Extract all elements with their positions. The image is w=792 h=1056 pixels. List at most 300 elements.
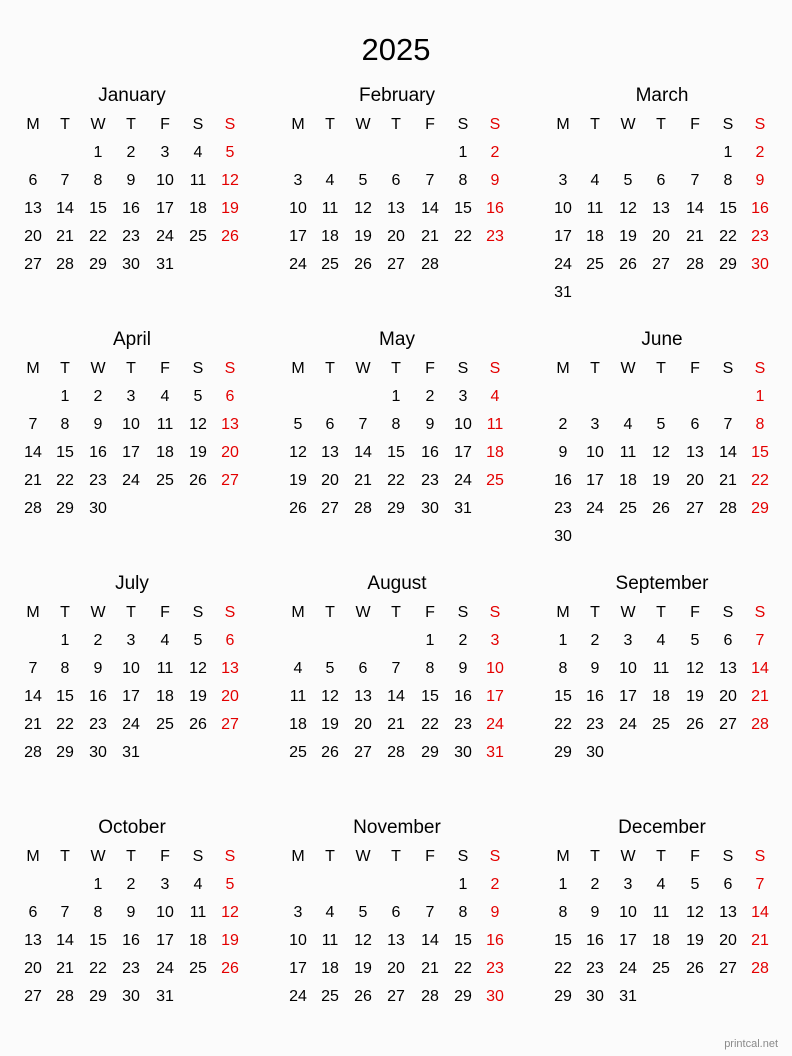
day-cell: 17 bbox=[454, 444, 472, 461]
day-cell: 8 bbox=[458, 172, 468, 189]
day-cell: 17 bbox=[554, 228, 572, 245]
day-cell: 1 bbox=[425, 632, 435, 649]
weekday-header: F bbox=[425, 360, 435, 377]
weekday-header: W bbox=[620, 848, 636, 865]
day-cell: 23 bbox=[122, 228, 140, 245]
day-cell: 17 bbox=[289, 960, 307, 977]
sunday-cell: 18 bbox=[486, 444, 504, 461]
day-cell: 14 bbox=[24, 688, 42, 705]
day-cell: 26 bbox=[321, 744, 339, 761]
day-cell: 3 bbox=[458, 388, 468, 405]
day-cell: 28 bbox=[421, 256, 439, 273]
weekday-header: S bbox=[192, 848, 204, 865]
day-cell: 10 bbox=[454, 416, 472, 433]
day-cell: 24 bbox=[586, 500, 604, 517]
day-cell: 6 bbox=[723, 876, 733, 893]
weekday-header: S bbox=[224, 604, 236, 621]
weekday-header: M bbox=[291, 116, 305, 133]
day-cell: 27 bbox=[354, 744, 372, 761]
day-cell: 14 bbox=[56, 932, 74, 949]
day-cell: 15 bbox=[89, 932, 107, 949]
day-cell: 13 bbox=[387, 932, 405, 949]
day-cell: 24 bbox=[289, 256, 307, 273]
sunday-cell: 3 bbox=[490, 632, 500, 649]
day-cell: 2 bbox=[93, 388, 103, 405]
day-cell: 2 bbox=[126, 876, 136, 893]
day-cell: 16 bbox=[89, 688, 107, 705]
day-cell: 27 bbox=[719, 960, 737, 977]
sunday-cell: 7 bbox=[755, 876, 765, 893]
day-cell: 21 bbox=[719, 472, 737, 489]
day-cell: 14 bbox=[719, 444, 737, 461]
weekday-header: S bbox=[457, 604, 469, 621]
month-name: January bbox=[98, 85, 166, 106]
weekday-header: S bbox=[489, 360, 501, 377]
day-cell: 9 bbox=[126, 904, 136, 921]
weekday-header: S bbox=[754, 604, 766, 621]
day-cell: 9 bbox=[93, 660, 103, 677]
day-cell: 30 bbox=[122, 988, 140, 1005]
day-cell: 7 bbox=[60, 172, 70, 189]
sunday-cell: 24 bbox=[486, 716, 504, 733]
weekday-header: M bbox=[556, 604, 570, 621]
day-cell: 23 bbox=[586, 716, 604, 733]
day-cell: 1 bbox=[93, 144, 103, 161]
sunday-cell: 27 bbox=[221, 472, 239, 489]
weekday-header: S bbox=[457, 116, 469, 133]
day-cell: 21 bbox=[421, 228, 439, 245]
day-cell: 22 bbox=[56, 716, 74, 733]
day-cell: 3 bbox=[558, 172, 568, 189]
day-cell: 15 bbox=[719, 200, 737, 217]
day-cell: 14 bbox=[24, 444, 42, 461]
weekday-header: S bbox=[224, 116, 236, 133]
day-cell: 18 bbox=[289, 716, 307, 733]
day-cell: 27 bbox=[686, 500, 704, 517]
day-cell: 29 bbox=[56, 744, 74, 761]
sunday-cell: 17 bbox=[486, 688, 504, 705]
day-cell: 27 bbox=[387, 988, 405, 1005]
month-name: August bbox=[367, 573, 427, 594]
day-cell: 21 bbox=[56, 960, 74, 977]
sunday-cell: 8 bbox=[755, 416, 765, 433]
day-cell: 2 bbox=[93, 632, 103, 649]
day-cell: 18 bbox=[321, 228, 339, 245]
weekday-header: T bbox=[126, 848, 136, 865]
day-cell: 16 bbox=[586, 932, 604, 949]
sunday-cell: 15 bbox=[751, 444, 769, 461]
weekday-header: T bbox=[656, 360, 666, 377]
day-cell: 20 bbox=[686, 472, 704, 489]
day-cell: 27 bbox=[24, 988, 42, 1005]
day-cell: 16 bbox=[586, 688, 604, 705]
day-cell: 8 bbox=[558, 904, 568, 921]
day-cell: 19 bbox=[289, 472, 307, 489]
day-cell: 16 bbox=[122, 200, 140, 217]
weekday-header: T bbox=[126, 360, 136, 377]
day-cell: 26 bbox=[652, 500, 670, 517]
sunday-cell: 20 bbox=[221, 688, 239, 705]
day-cell: 31 bbox=[156, 988, 174, 1005]
weekday-header: T bbox=[391, 360, 401, 377]
day-cell: 7 bbox=[28, 660, 38, 677]
day-cell: 23 bbox=[89, 716, 107, 733]
day-cell: 22 bbox=[89, 228, 107, 245]
day-cell: 9 bbox=[458, 660, 468, 677]
sunday-cell: 21 bbox=[751, 932, 769, 949]
day-cell: 19 bbox=[321, 716, 339, 733]
day-cell: 18 bbox=[619, 472, 637, 489]
day-cell: 28 bbox=[24, 744, 42, 761]
weekday-header: W bbox=[90, 848, 106, 865]
day-cell: 25 bbox=[321, 988, 339, 1005]
day-cell: 22 bbox=[454, 228, 472, 245]
day-cell: 30 bbox=[89, 744, 107, 761]
day-cell: 4 bbox=[656, 876, 666, 893]
day-cell: 3 bbox=[126, 388, 136, 405]
weekday-header: S bbox=[192, 604, 204, 621]
month-name: February bbox=[358, 85, 436, 106]
day-cell: 4 bbox=[656, 632, 666, 649]
day-cell: 18 bbox=[156, 688, 174, 705]
day-cell: 9 bbox=[590, 904, 600, 921]
day-cell: 5 bbox=[690, 876, 700, 893]
sunday-cell: 19 bbox=[221, 200, 239, 217]
sunday-cell: 19 bbox=[221, 932, 239, 949]
sunday-cell: 14 bbox=[751, 660, 769, 677]
weekday-header: M bbox=[556, 116, 570, 133]
weekday-header: W bbox=[620, 116, 636, 133]
weekday-header: W bbox=[620, 360, 636, 377]
day-cell: 15 bbox=[454, 200, 472, 217]
sunday-cell: 26 bbox=[221, 228, 239, 245]
day-cell: 19 bbox=[354, 228, 372, 245]
day-cell: 11 bbox=[321, 932, 339, 949]
day-cell: 9 bbox=[558, 444, 568, 461]
day-cell: 7 bbox=[723, 416, 733, 433]
weekday-header: T bbox=[60, 604, 70, 621]
sunday-cell: 2 bbox=[755, 144, 765, 161]
weekday-header: W bbox=[355, 848, 371, 865]
day-cell: 25 bbox=[156, 472, 174, 489]
day-cell: 26 bbox=[189, 716, 207, 733]
sunday-cell: 10 bbox=[486, 660, 504, 677]
day-cell: 30 bbox=[421, 500, 439, 517]
month-name: November bbox=[353, 817, 441, 838]
month-name: October bbox=[98, 817, 166, 838]
sunday-cell: 7 bbox=[755, 632, 765, 649]
day-cell: 22 bbox=[554, 716, 572, 733]
day-cell: 19 bbox=[686, 932, 704, 949]
day-cell: 6 bbox=[656, 172, 666, 189]
day-cell: 3 bbox=[623, 876, 633, 893]
day-cell: 8 bbox=[60, 660, 70, 677]
weekday-header: S bbox=[224, 360, 236, 377]
weekday-header: W bbox=[355, 116, 371, 133]
weekday-header: T bbox=[325, 848, 335, 865]
day-cell: 20 bbox=[719, 688, 737, 705]
day-cell: 30 bbox=[586, 744, 604, 761]
day-cell: 20 bbox=[387, 228, 405, 245]
day-cell: 13 bbox=[686, 444, 704, 461]
weekday-header: S bbox=[457, 848, 469, 865]
day-cell: 13 bbox=[387, 200, 405, 217]
weekday-header: T bbox=[126, 116, 136, 133]
month-name: July bbox=[115, 573, 149, 594]
day-cell: 13 bbox=[354, 688, 372, 705]
weekday-header: T bbox=[60, 848, 70, 865]
sunday-cell: 16 bbox=[486, 200, 504, 217]
day-cell: 1 bbox=[723, 144, 733, 161]
day-cell: 23 bbox=[89, 472, 107, 489]
sunday-cell: 13 bbox=[221, 416, 239, 433]
day-cell: 14 bbox=[387, 688, 405, 705]
weekday-header: T bbox=[656, 848, 666, 865]
weekday-header: W bbox=[90, 116, 106, 133]
sunday-cell: 6 bbox=[225, 632, 235, 649]
day-cell: 26 bbox=[189, 472, 207, 489]
weekday-header: T bbox=[60, 116, 70, 133]
day-cell: 14 bbox=[421, 932, 439, 949]
day-cell: 27 bbox=[321, 500, 339, 517]
day-cell: 15 bbox=[56, 444, 74, 461]
sunday-cell: 28 bbox=[751, 716, 769, 733]
day-cell: 2 bbox=[458, 632, 468, 649]
weekday-header: S bbox=[224, 848, 236, 865]
day-cell: 29 bbox=[89, 256, 107, 273]
day-cell: 28 bbox=[421, 988, 439, 1005]
sunday-cell: 29 bbox=[751, 500, 769, 517]
day-cell: 6 bbox=[358, 660, 368, 677]
day-cell: 15 bbox=[56, 688, 74, 705]
weekday-header: S bbox=[722, 116, 734, 133]
day-cell: 24 bbox=[619, 960, 637, 977]
weekday-header: M bbox=[556, 360, 570, 377]
day-cell: 17 bbox=[122, 444, 140, 461]
day-cell: 29 bbox=[387, 500, 405, 517]
weekday-header: W bbox=[355, 604, 371, 621]
day-cell: 17 bbox=[289, 228, 307, 245]
day-cell: 30 bbox=[89, 500, 107, 517]
day-cell: 4 bbox=[193, 144, 203, 161]
day-cell: 11 bbox=[321, 200, 339, 217]
day-cell: 18 bbox=[189, 932, 207, 949]
day-cell: 10 bbox=[554, 200, 572, 217]
sunday-cell: 9 bbox=[755, 172, 765, 189]
weekday-header: S bbox=[489, 604, 501, 621]
day-cell: 14 bbox=[686, 200, 704, 217]
sunday-cell: 21 bbox=[751, 688, 769, 705]
weekday-header: W bbox=[355, 360, 371, 377]
sunday-cell: 12 bbox=[221, 172, 239, 189]
sunday-cell: 30 bbox=[486, 988, 504, 1005]
day-cell: 19 bbox=[686, 688, 704, 705]
sunday-cell: 23 bbox=[751, 228, 769, 245]
weekday-header: T bbox=[325, 360, 335, 377]
day-cell: 3 bbox=[126, 632, 136, 649]
day-cell: 25 bbox=[189, 960, 207, 977]
day-cell: 1 bbox=[391, 388, 401, 405]
day-cell: 22 bbox=[554, 960, 572, 977]
day-cell: 25 bbox=[586, 256, 604, 273]
day-cell: 28 bbox=[719, 500, 737, 517]
weekday-header: M bbox=[26, 848, 40, 865]
day-cell: 8 bbox=[391, 416, 401, 433]
day-cell: 31 bbox=[554, 284, 572, 301]
weekday-header: T bbox=[656, 604, 666, 621]
weekday-header: S bbox=[489, 116, 501, 133]
day-cell: 7 bbox=[391, 660, 401, 677]
day-cell: 16 bbox=[421, 444, 439, 461]
weekday-header: F bbox=[425, 116, 435, 133]
day-cell: 29 bbox=[421, 744, 439, 761]
weekday-header: F bbox=[160, 604, 170, 621]
day-cell: 2 bbox=[425, 388, 435, 405]
month-name: March bbox=[635, 85, 689, 106]
weekday-header: F bbox=[690, 848, 700, 865]
day-cell: 29 bbox=[56, 500, 74, 517]
day-cell: 13 bbox=[24, 932, 42, 949]
day-cell: 17 bbox=[619, 932, 637, 949]
day-cell: 25 bbox=[652, 960, 670, 977]
weekday-header: M bbox=[291, 848, 305, 865]
day-cell: 4 bbox=[325, 172, 335, 189]
weekday-header: S bbox=[754, 360, 766, 377]
weekday-header: T bbox=[590, 604, 600, 621]
day-cell: 12 bbox=[189, 660, 207, 677]
day-cell: 30 bbox=[554, 528, 572, 545]
day-cell: 4 bbox=[193, 876, 203, 893]
day-cell: 17 bbox=[156, 200, 174, 217]
day-cell: 6 bbox=[391, 172, 401, 189]
weekday-header: T bbox=[590, 848, 600, 865]
sunday-cell: 14 bbox=[751, 904, 769, 921]
day-cell: 15 bbox=[554, 932, 572, 949]
day-cell: 30 bbox=[122, 256, 140, 273]
weekday-header: W bbox=[620, 604, 636, 621]
day-cell: 22 bbox=[421, 716, 439, 733]
weekday-header: S bbox=[192, 116, 204, 133]
day-cell: 22 bbox=[454, 960, 472, 977]
weekday-header: S bbox=[457, 360, 469, 377]
day-cell: 16 bbox=[122, 932, 140, 949]
day-cell: 10 bbox=[156, 904, 174, 921]
day-cell: 1 bbox=[558, 632, 568, 649]
day-cell: 15 bbox=[454, 932, 472, 949]
day-cell: 20 bbox=[719, 932, 737, 949]
day-cell: 24 bbox=[122, 716, 140, 733]
day-cell: 11 bbox=[156, 416, 174, 433]
day-cell: 28 bbox=[56, 988, 74, 1005]
day-cell: 12 bbox=[354, 200, 372, 217]
day-cell: 9 bbox=[126, 172, 136, 189]
day-cell: 31 bbox=[122, 744, 140, 761]
day-cell: 10 bbox=[586, 444, 604, 461]
day-cell: 29 bbox=[554, 744, 572, 761]
day-cell: 5 bbox=[358, 172, 368, 189]
day-cell: 7 bbox=[425, 172, 435, 189]
weekday-header: S bbox=[754, 116, 766, 133]
day-cell: 6 bbox=[723, 632, 733, 649]
day-cell: 5 bbox=[623, 172, 633, 189]
day-cell: 22 bbox=[719, 228, 737, 245]
day-cell: 12 bbox=[354, 932, 372, 949]
day-cell: 1 bbox=[458, 876, 468, 893]
sunday-cell: 22 bbox=[751, 472, 769, 489]
day-cell: 4 bbox=[160, 388, 170, 405]
sunday-cell: 20 bbox=[221, 444, 239, 461]
day-cell: 19 bbox=[189, 444, 207, 461]
day-cell: 11 bbox=[156, 660, 174, 677]
day-cell: 5 bbox=[656, 416, 666, 433]
day-cell: 18 bbox=[156, 444, 174, 461]
weekday-header: W bbox=[90, 360, 106, 377]
day-cell: 15 bbox=[554, 688, 572, 705]
day-cell: 24 bbox=[156, 960, 174, 977]
day-cell: 13 bbox=[321, 444, 339, 461]
day-cell: 5 bbox=[193, 388, 203, 405]
day-cell: 5 bbox=[193, 632, 203, 649]
day-cell: 4 bbox=[623, 416, 633, 433]
day-cell: 4 bbox=[590, 172, 600, 189]
day-cell: 22 bbox=[387, 472, 405, 489]
month-name: April bbox=[112, 329, 151, 350]
day-cell: 19 bbox=[189, 688, 207, 705]
day-cell: 24 bbox=[289, 988, 307, 1005]
day-cell: 23 bbox=[421, 472, 439, 489]
day-cell: 1 bbox=[60, 388, 70, 405]
day-cell: 4 bbox=[325, 904, 335, 921]
day-cell: 19 bbox=[652, 472, 670, 489]
day-cell: 10 bbox=[156, 172, 174, 189]
day-cell: 5 bbox=[293, 416, 303, 433]
day-cell: 11 bbox=[586, 200, 604, 217]
day-cell: 8 bbox=[458, 904, 468, 921]
day-cell: 30 bbox=[454, 744, 472, 761]
day-cell: 18 bbox=[652, 688, 670, 705]
day-cell: 7 bbox=[28, 416, 38, 433]
sunday-cell: 23 bbox=[486, 960, 504, 977]
day-cell: 14 bbox=[421, 200, 439, 217]
day-cell: 11 bbox=[652, 660, 670, 677]
weekday-header: M bbox=[26, 116, 40, 133]
day-cell: 7 bbox=[690, 172, 700, 189]
day-cell: 9 bbox=[425, 416, 435, 433]
day-cell: 3 bbox=[160, 876, 170, 893]
day-cell: 23 bbox=[122, 960, 140, 977]
day-cell: 3 bbox=[623, 632, 633, 649]
day-cell: 28 bbox=[686, 256, 704, 273]
day-cell: 12 bbox=[619, 200, 637, 217]
weekday-header: F bbox=[425, 848, 435, 865]
weekday-header: F bbox=[690, 116, 700, 133]
day-cell: 25 bbox=[156, 716, 174, 733]
page-title: 2025 bbox=[361, 32, 431, 67]
day-cell: 20 bbox=[387, 960, 405, 977]
day-cell: 29 bbox=[89, 988, 107, 1005]
day-cell: 11 bbox=[652, 904, 670, 921]
weekday-header: M bbox=[26, 360, 40, 377]
day-cell: 23 bbox=[586, 960, 604, 977]
sunday-cell: 28 bbox=[751, 960, 769, 977]
sunday-cell: 11 bbox=[486, 416, 504, 433]
day-cell: 26 bbox=[354, 988, 372, 1005]
month-name: May bbox=[379, 329, 415, 350]
day-cell: 10 bbox=[122, 660, 140, 677]
day-cell: 6 bbox=[391, 904, 401, 921]
day-cell: 22 bbox=[56, 472, 74, 489]
day-cell: 18 bbox=[321, 960, 339, 977]
